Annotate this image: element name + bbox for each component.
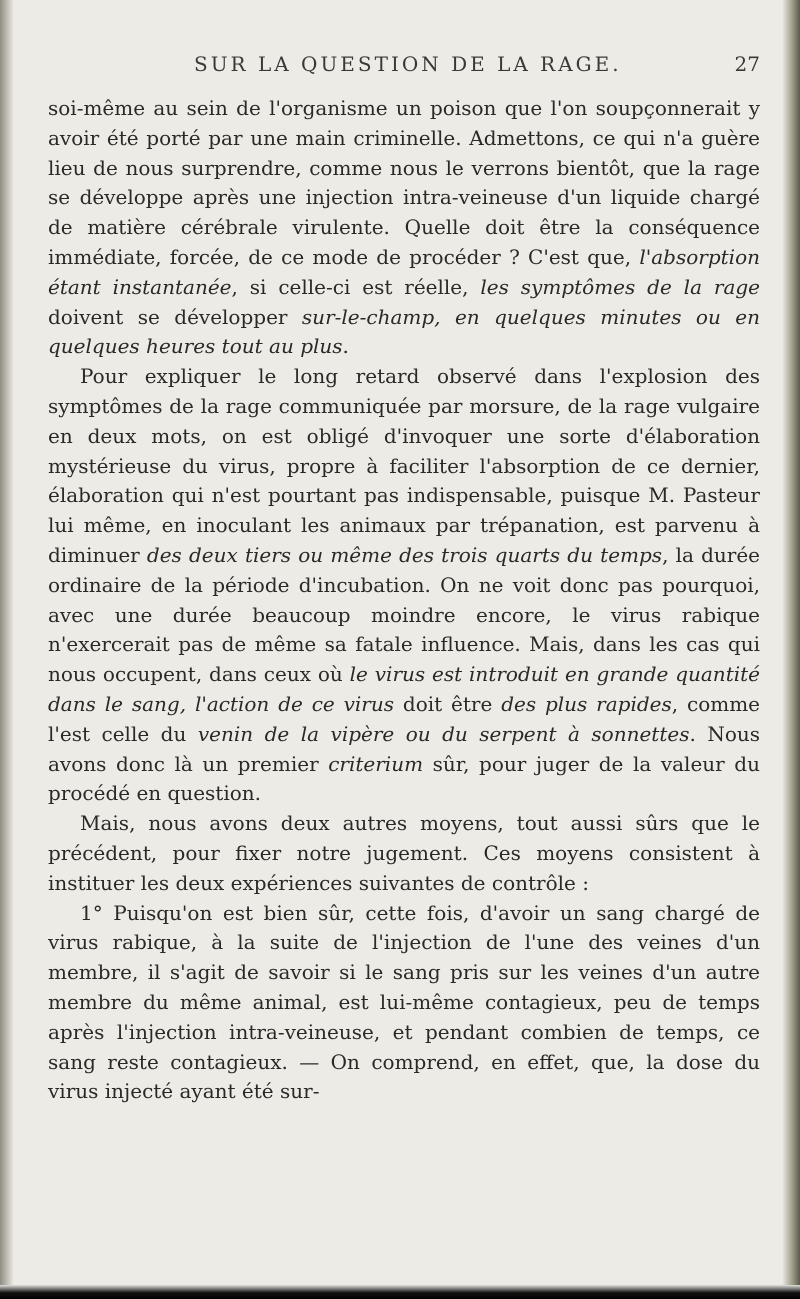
body-text: [48, 94, 760, 1107]
text-run: . Nous avons donc là un premier: [48, 721, 761, 776]
text-run: , la durée ordinaire de la période d'incubation. On ne voit donc pas pourquoi, avec une durée beaucoup moindre encore, le virus rabique n'exercerait pas de même sa fatale influence. Mais, dans les cas qui nous occupent, dans ceux où: [48, 542, 761, 687]
text-run: sûr, pour juger de la valeur du procédé en question.: [48, 751, 760, 806]
italic-run: des plus rapides: [501, 691, 672, 716]
italic-run: sur-le-champ, en quelques minutes ou en quelques heures tout au plus: [48, 304, 760, 359]
page-number: 27: [734, 52, 760, 76]
text-run: Pour expliquer le long retard observé dans l'explosion des symptômes de la rage communiquée par morsure, de la rage vulgaire en deux mots, on est obligé d'invoquer une sorte d'élaboration mystérieuse du virus, propre à faciliter l'absorption de ce dernier, élaboration qui n'est pourtant pas indispensable, puisque M. Pasteur lui même, en inoculant les animaux par trépanation, est parvenu à diminuer: [48, 364, 760, 567]
italic-run: les symptômes de la rage: [480, 274, 761, 299]
italic-run: venin de la vipère ou du serpent à sonnettes: [197, 721, 690, 746]
italic-run: criterium: [328, 751, 424, 776]
text-run: Mais, nous avons deux autres moyens, tout aussi sûrs que le précédent, pour fixer notre jugement. Ces moyens consistent à instituer les deux expériences suivantes de contrôle :: [48, 811, 760, 895]
text-run: doivent se développer: [48, 304, 302, 329]
text-run: , si celle-ci est réelle,: [231, 274, 481, 299]
text-run: , comme l'est celle du: [48, 691, 761, 746]
italic-run: le virus est introduit en grande quantité dans le sang, l'action de ce virus: [48, 662, 760, 716]
running-title: SUR LA QUESTION DE LA RAGE.: [194, 52, 622, 76]
running-head: [48, 52, 760, 86]
text-run: doit être: [394, 691, 502, 716]
italic-run: des deux tiers ou même des trois quarts du temps: [146, 542, 663, 567]
text-run: .: [342, 334, 349, 359]
book-page: [48, 52, 760, 1107]
italic-run: l'absorption étant instantanée: [48, 244, 760, 299]
page-bottom-edge: [0, 1285, 800, 1299]
text-run: 1° Puisqu'on est bien sûr, cette fois, d'avoir un sang chargé de virus rabique, à la suite de l'injection de l'une des veines d'un membre, il s'agit de savoir si le sang pris sur les veines d'un autre membre du même animal, est lui-même contagieux, peu de temps après l'injection intra-veineuse, et pendant combien de temps, ce sang reste contagieux. — On comprend, en effet, que, la dose du virus injecté ayant été sur-: [48, 900, 760, 1104]
page-left-shadow: [0, 0, 14, 1299]
paragraph-1: [48, 94, 760, 362]
paragraph-3: [48, 809, 760, 898]
paragraph-4: [48, 899, 760, 1108]
text-run: soi-même au sein de l'organisme un poison que l'on soupçonnerait y avoir été porté par une main criminelle. Admettons, ce qui n'a guère lieu de nous surprendre, comme nous le verrons bientôt, que la rage se développe après une injection intra-veineuse d'un liquide chargé de matière cérébrale virulente. Quelle doit être la conséquence immédiate, forcée, de ce mode de procéder ? C'est que,: [48, 96, 760, 269]
paragraph-2: [48, 362, 760, 809]
page-right-edge: [782, 0, 800, 1299]
